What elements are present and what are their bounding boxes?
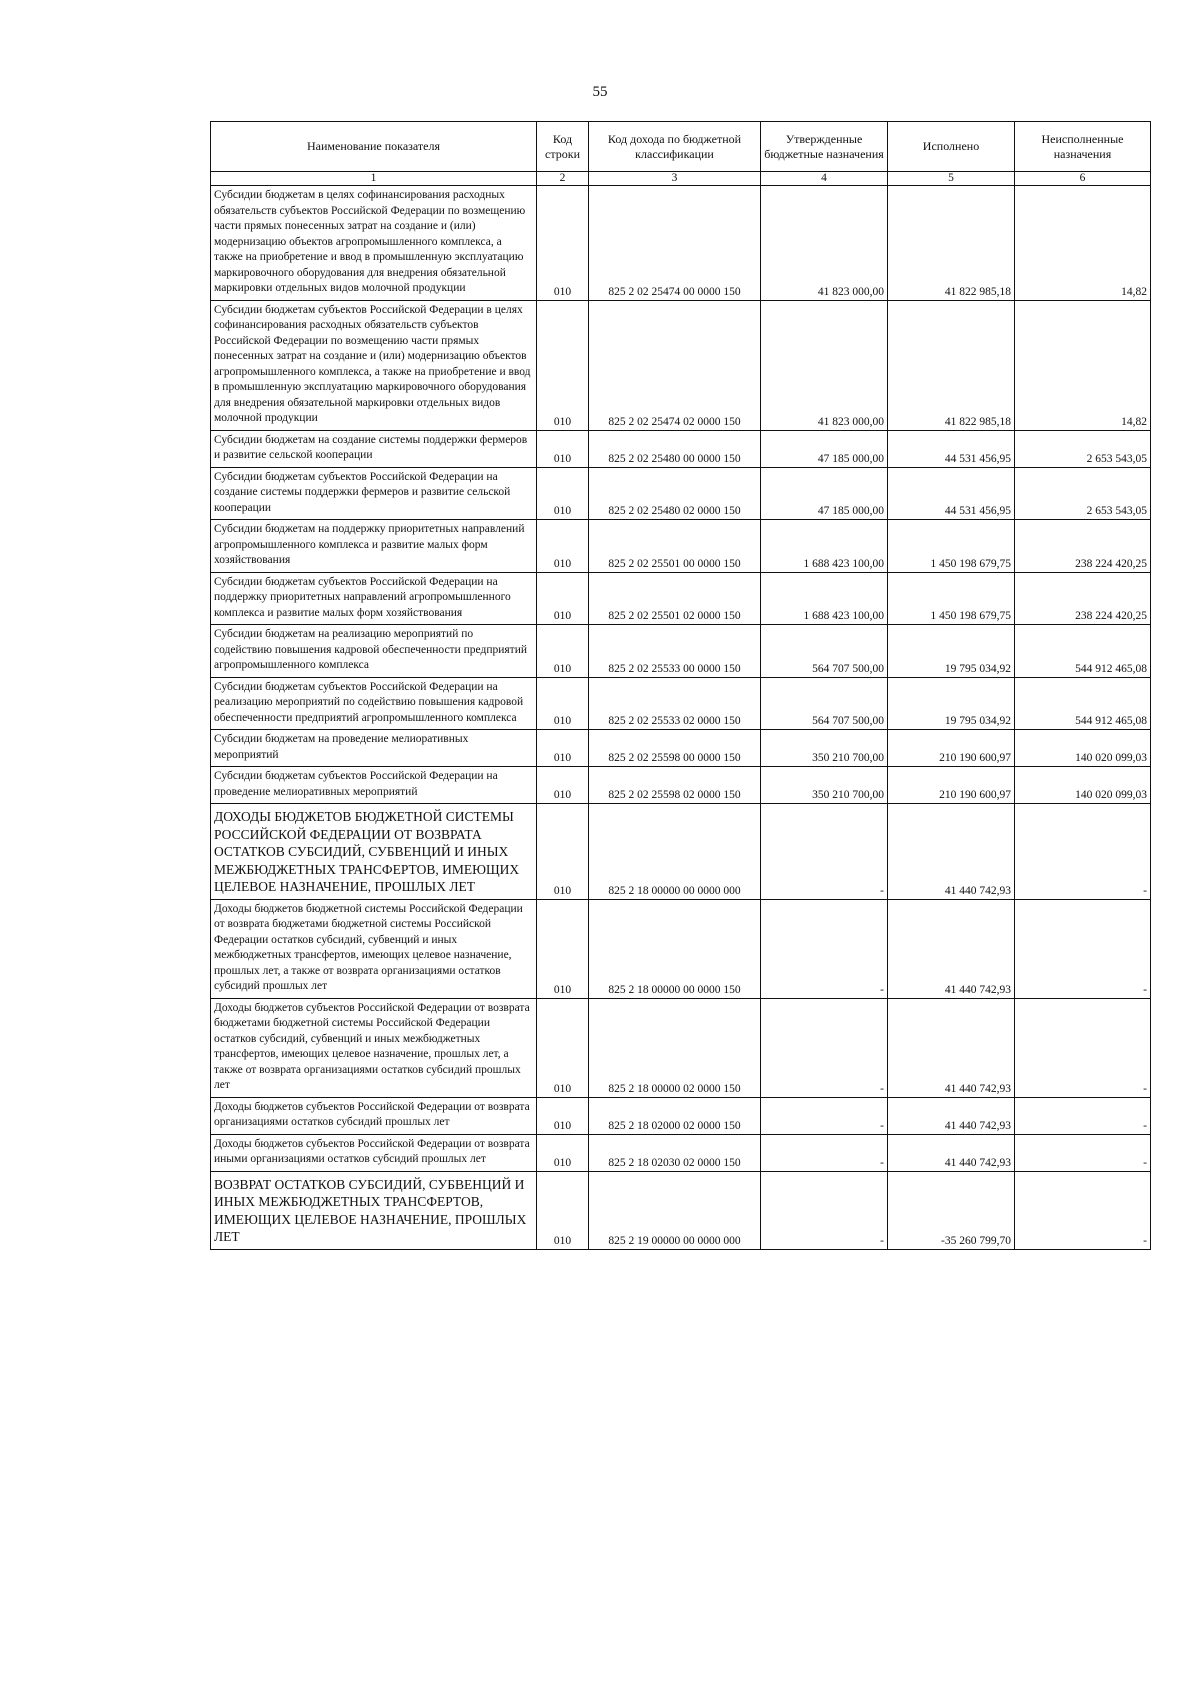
unexecuted-amount: 238 224 420,25 xyxy=(1015,520,1151,573)
row-name: Доходы бюджетов субъектов Российской Федерации от возврата организациями остатков субсидий прошлых лет xyxy=(211,1097,537,1134)
table-row xyxy=(211,1134,1151,1171)
row-name: ДОХОДЫ БЮДЖЕТОВ БЮДЖЕТНОЙ СИСТЕМЫ РОССИЙСКОЙ ФЕДЕРАЦИИ ОТ ВОЗВРАТА ОСТАТКОВ СУБСИДИЙ, СУБВЕНЦИЙ И ИНЫХ МЕЖБЮДЖЕТНЫХ ТРАНСФЕРТОВ, ИМЕЮЩИХ ЦЕЛЕВОЕ НАЗНАЧЕНИЕ, ПРОШЛЫХ ЛЕТ xyxy=(211,804,537,900)
budget-classification-code: 825 2 02 25480 00 0000 150 xyxy=(589,430,761,467)
table-row xyxy=(211,572,1151,625)
approved-amount: - xyxy=(761,998,888,1097)
table-row xyxy=(211,899,1151,998)
budget-classification-code: 825 2 18 00000 00 0000 000 xyxy=(589,804,761,900)
row-name: Доходы бюджетов субъектов Российской Федерации от возврата иными организациями остатков субсидий прошлых лет xyxy=(211,1134,537,1171)
executed-amount: 41 822 985,18 xyxy=(888,300,1015,430)
header-executed: Исполнено xyxy=(888,122,1015,172)
approved-amount: - xyxy=(761,1171,888,1249)
table-row xyxy=(211,730,1151,767)
executed-amount: 19 795 034,92 xyxy=(888,625,1015,678)
table-row xyxy=(211,677,1151,730)
unexecuted-amount: - xyxy=(1015,899,1151,998)
unexecuted-amount: - xyxy=(1015,1134,1151,1171)
approved-amount: 564 707 500,00 xyxy=(761,625,888,678)
row-code: 010 xyxy=(537,186,589,301)
budget-classification-code: 825 2 18 02030 02 0000 150 xyxy=(589,1134,761,1171)
executed-amount: 41 440 742,93 xyxy=(888,1134,1015,1171)
executed-amount: 44 531 456,95 xyxy=(888,430,1015,467)
budget-classification-code: 825 2 02 25533 00 0000 150 xyxy=(589,625,761,678)
unexecuted-amount: - xyxy=(1015,1171,1151,1249)
row-code: 010 xyxy=(537,1134,589,1171)
row-code: 010 xyxy=(537,430,589,467)
budget-classification-code: 825 2 02 25480 02 0000 150 xyxy=(589,467,761,520)
executed-amount: 41 440 742,93 xyxy=(888,804,1015,900)
header-row xyxy=(211,122,1151,172)
executed-amount: 1 450 198 679,75 xyxy=(888,572,1015,625)
unexecuted-amount: 14,82 xyxy=(1015,300,1151,430)
unexecuted-amount: 2 653 543,05 xyxy=(1015,467,1151,520)
approved-amount: 41 823 000,00 xyxy=(761,300,888,430)
row-code: 010 xyxy=(537,572,589,625)
column-number: 2 xyxy=(537,172,589,186)
executed-amount: 41 440 742,93 xyxy=(888,1097,1015,1134)
table-row xyxy=(211,520,1151,573)
budget-classification-code: 825 2 02 25533 02 0000 150 xyxy=(589,677,761,730)
row-name: Доходы бюджетов субъектов Российской Федерации от возврата бюджетами бюджетной системы Российской Федерации остатков субсидий, субвенций и иных межбюджетных трансфертов, имеющих целевое назначение, прошлых лет, а также от возврата организациями остатков субсидий прошлых лет xyxy=(211,998,537,1097)
unexecuted-amount: 544 912 465,08 xyxy=(1015,625,1151,678)
executed-amount: 44 531 456,95 xyxy=(888,467,1015,520)
header-approved: Утвержденные бюджетные назначения xyxy=(761,122,888,172)
table-row xyxy=(211,998,1151,1097)
row-code: 010 xyxy=(537,520,589,573)
column-number: 6 xyxy=(1015,172,1151,186)
budget-classification-code: 825 2 02 25598 00 0000 150 xyxy=(589,730,761,767)
row-name: ВОЗВРАТ ОСТАТКОВ СУБСИДИЙ, СУБВЕНЦИЙ И ИНЫХ МЕЖБЮДЖЕТНЫХ ТРАНСФЕРТОВ, ИМЕЮЩИХ ЦЕЛЕВОЕ НАЗНАЧЕНИЕ, ПРОШЛЫХ ЛЕТ xyxy=(211,1171,537,1249)
approved-amount: 350 210 700,00 xyxy=(761,767,888,804)
approved-amount: - xyxy=(761,899,888,998)
budget-report-table xyxy=(210,121,1151,1250)
row-name: Субсидии бюджетам субъектов Российской Федерации на поддержку приоритетных направлений агропромышленного комплекса и развитие малых форм хозяйствования xyxy=(211,572,537,625)
row-code: 010 xyxy=(537,804,589,900)
table-row xyxy=(211,1171,1151,1249)
header-name: Наименование показателя xyxy=(211,122,537,172)
executed-amount: -35 260 799,70 xyxy=(888,1171,1015,1249)
row-name: Субсидии бюджетам на поддержку приоритетных направлений агропромышленного комплекса и развитие малых форм хозяйствования xyxy=(211,520,537,573)
row-code: 010 xyxy=(537,899,589,998)
column-number-row xyxy=(211,172,1151,186)
approved-amount: 1 688 423 100,00 xyxy=(761,572,888,625)
table-row xyxy=(211,186,1151,301)
approved-amount: 1 688 423 100,00 xyxy=(761,520,888,573)
budget-classification-code: 825 2 18 02000 02 0000 150 xyxy=(589,1097,761,1134)
unexecuted-amount: 14,82 xyxy=(1015,186,1151,301)
row-code: 010 xyxy=(537,767,589,804)
budget-classification-code: 825 2 02 25501 02 0000 150 xyxy=(589,572,761,625)
table-row xyxy=(211,767,1151,804)
header-unexecuted: Неисполненные назначения xyxy=(1015,122,1151,172)
approved-amount: 564 707 500,00 xyxy=(761,677,888,730)
unexecuted-amount: - xyxy=(1015,804,1151,900)
row-code: 010 xyxy=(537,1171,589,1249)
budget-classification-code: 825 2 02 25474 02 0000 150 xyxy=(589,300,761,430)
budget-classification-code: 825 2 02 25598 02 0000 150 xyxy=(589,767,761,804)
column-number: 1 xyxy=(211,172,537,186)
executed-amount: 19 795 034,92 xyxy=(888,677,1015,730)
budget-classification-code: 825 2 19 00000 00 0000 000 xyxy=(589,1171,761,1249)
row-name: Субсидии бюджетам субъектов Российской Федерации на создание системы поддержки фермеров и развитие сельской кооперации xyxy=(211,467,537,520)
column-number: 3 xyxy=(589,172,761,186)
budget-classification-code: 825 2 18 00000 02 0000 150 xyxy=(589,998,761,1097)
row-code: 010 xyxy=(537,1097,589,1134)
approved-amount: - xyxy=(761,804,888,900)
unexecuted-amount: - xyxy=(1015,998,1151,1097)
column-number: 4 xyxy=(761,172,888,186)
row-code: 010 xyxy=(537,998,589,1097)
row-name: Доходы бюджетов бюджетной системы Российской Федерации от возврата бюджетами бюджетной системы Российской Федерации остатков субсидий, субвенций и иных межбюджетных трансфертов, имеющих целевое назначение, прошлых лет, а также от возврата организациями остатков субсидий прошлых лет xyxy=(211,899,537,998)
budget-classification-code: 825 2 02 25501 00 0000 150 xyxy=(589,520,761,573)
executed-amount: 210 190 600,97 xyxy=(888,767,1015,804)
column-number: 5 xyxy=(888,172,1015,186)
row-name: Субсидии бюджетам в целях софинансирования расходных обязательств субъектов Российской Федерации по возмещению части прямых понесенных затрат на создание и (или) модернизацию объектов агропромышленного комплекса, а также на приобретение и ввод в промышленную эксплуатацию маркировочного оборудования для внедрения обязательной маркировки отдельных видов молочной продукции xyxy=(211,186,537,301)
approved-amount: 47 185 000,00 xyxy=(761,467,888,520)
budget-classification-code: 825 2 18 00000 00 0000 150 xyxy=(589,899,761,998)
table-row xyxy=(211,1097,1151,1134)
row-code: 010 xyxy=(537,730,589,767)
executed-amount: 210 190 600,97 xyxy=(888,730,1015,767)
table-row xyxy=(211,300,1151,430)
unexecuted-amount: 140 020 099,03 xyxy=(1015,767,1151,804)
row-name: Субсидии бюджетам на проведение мелиоративных мероприятий xyxy=(211,730,537,767)
executed-amount: 41 440 742,93 xyxy=(888,899,1015,998)
header-row-code: Код строки xyxy=(537,122,589,172)
page-number: 55 xyxy=(592,84,608,100)
approved-amount: - xyxy=(761,1097,888,1134)
row-code: 010 xyxy=(537,467,589,520)
row-code: 010 xyxy=(537,625,589,678)
table-row xyxy=(211,625,1151,678)
approved-amount: 47 185 000,00 xyxy=(761,430,888,467)
header-budget-code: Код дохода по бюджетной классификации xyxy=(589,122,761,172)
row-name: Субсидии бюджетам на создание системы поддержки фермеров и развитие сельской кооперации xyxy=(211,430,537,467)
row-code: 010 xyxy=(537,677,589,730)
approved-amount: 41 823 000,00 xyxy=(761,186,888,301)
unexecuted-amount: 238 224 420,25 xyxy=(1015,572,1151,625)
table-row xyxy=(211,467,1151,520)
unexecuted-amount: - xyxy=(1015,1097,1151,1134)
row-name: Субсидии бюджетам субъектов Российской Федерации на реализацию мероприятий по содействию повышения кадровой обеспеченности предприятий агропромышленного комплекса xyxy=(211,677,537,730)
unexecuted-amount: 544 912 465,08 xyxy=(1015,677,1151,730)
row-code: 010 xyxy=(537,300,589,430)
executed-amount: 41 822 985,18 xyxy=(888,186,1015,301)
row-name: Субсидии бюджетам на реализацию мероприятий по содействию повышения кадровой обеспеченности предприятий агропромышленного комплекса xyxy=(211,625,537,678)
budget-classification-code: 825 2 02 25474 00 0000 150 xyxy=(589,186,761,301)
approved-amount: - xyxy=(761,1134,888,1171)
table-row xyxy=(211,804,1151,900)
row-name: Субсидии бюджетам субъектов Российской Федерации в целях софинансирования расходных обязательств субъектов Российской Федерации по возмещению части прямых понесенных затрат на создание и (или) модернизацию объектов агропромышленного комплекса, а также на приобретение и ввод в промышленную эксплуатацию маркировочного оборудования для внедрения обязательной маркировки отдельных видов молочной продукции xyxy=(211,300,537,430)
executed-amount: 1 450 198 679,75 xyxy=(888,520,1015,573)
unexecuted-amount: 140 020 099,03 xyxy=(1015,730,1151,767)
table-row xyxy=(211,430,1151,467)
row-name: Субсидии бюджетам субъектов Российской Федерации на проведение мелиоративных мероприятий xyxy=(211,767,537,804)
unexecuted-amount: 2 653 543,05 xyxy=(1015,430,1151,467)
executed-amount: 41 440 742,93 xyxy=(888,998,1015,1097)
approved-amount: 350 210 700,00 xyxy=(761,730,888,767)
